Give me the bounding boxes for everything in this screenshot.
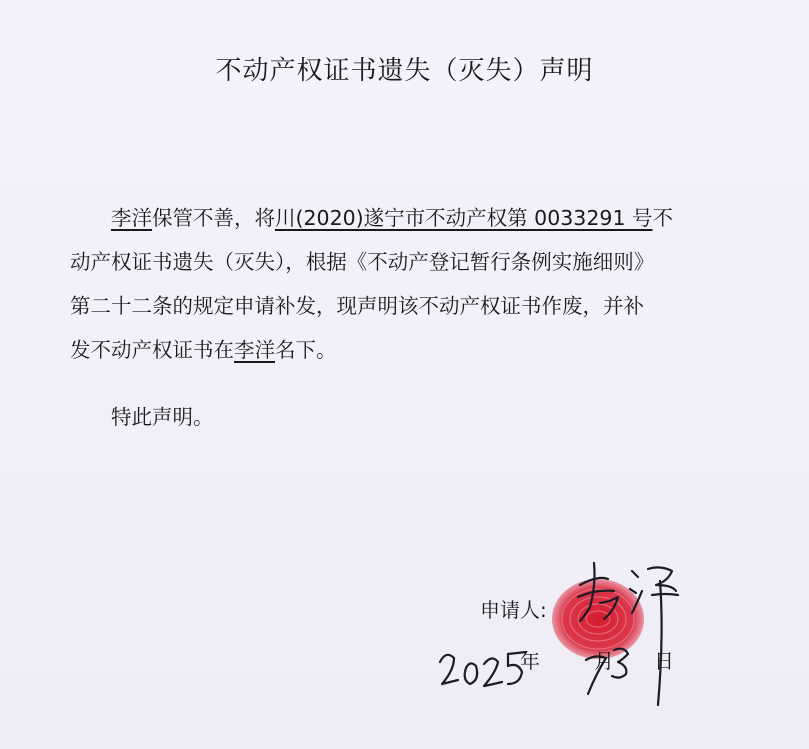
body-text: 名下。 bbox=[275, 338, 337, 362]
document-title: 不动产权证书遗失（灭失）声明 bbox=[215, 56, 594, 86]
closing-statement: 特此声明。 bbox=[111, 405, 214, 429]
owner-name: 李洋 bbox=[111, 206, 152, 230]
body-line-2: 动产权证书遗失（灭失），根据《不动产登记暂行条例实施细则》 bbox=[70, 250, 655, 274]
applicant-label: 申请人: bbox=[480, 598, 547, 622]
body-line-3: 第二十二条的规定申请补发，现声明该不动产权证书作废，并补 bbox=[70, 294, 644, 318]
certificate-number: 川(2020)遂宁市不动产权第 0033291 号 bbox=[275, 206, 653, 230]
body-line-4 bbox=[70, 328, 750, 372]
year-label: 年 bbox=[520, 649, 540, 673]
body-text: 不 bbox=[652, 206, 673, 230]
body-text: 发不动产权证书在 bbox=[70, 338, 234, 362]
declaration-body bbox=[70, 196, 750, 372]
month-label: 月 bbox=[594, 649, 614, 673]
body-text: 保管不善，将 bbox=[152, 206, 275, 230]
date-line bbox=[440, 645, 674, 674]
body-line-1 bbox=[70, 196, 750, 240]
owner-name: 李洋 bbox=[234, 338, 275, 362]
day-label: 日 bbox=[654, 649, 674, 673]
